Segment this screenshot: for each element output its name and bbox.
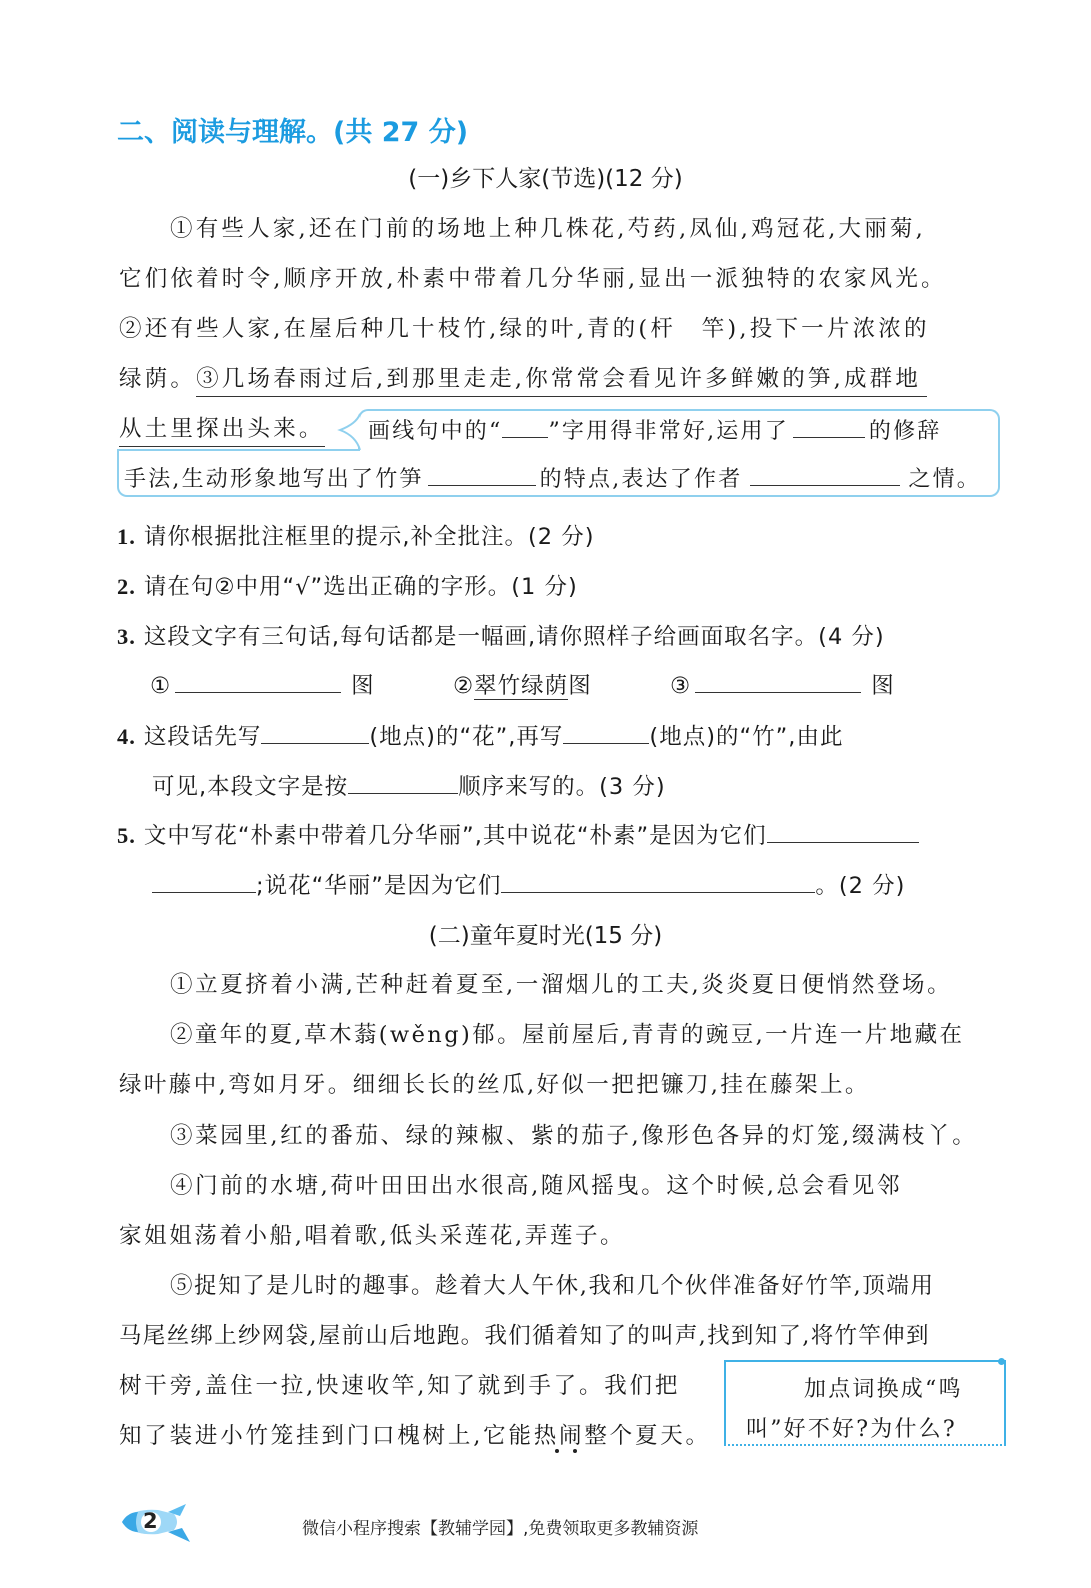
- q4-blank-place-1[interactable]: [261, 721, 369, 744]
- question-2: [117, 569, 578, 601]
- side-note-line-2: 叫”好不好?为什么?: [746, 1417, 957, 1442]
- q5-blank-plain-1[interactable]: [767, 820, 919, 843]
- question-4: [117, 719, 843, 751]
- question-1: [117, 519, 595, 551]
- annotation-text-2c: 之情。: [908, 467, 982, 492]
- q3-item-2-marker: ②: [453, 673, 475, 699]
- q4-blank-place-2[interactable]: [563, 721, 649, 744]
- passage1-line-2: 它们依着时令,顺序开放,朴素中带着几分华丽,显出一派独特的农家风光。: [119, 266, 947, 292]
- question-5-cont: [152, 868, 905, 900]
- annotation-box-divider: [117, 449, 360, 451]
- q4-blank-order[interactable]: [348, 771, 458, 794]
- q3-item-2-answer: 翠竹绿荫: [474, 673, 569, 699]
- q3-item-1-suffix: 图: [351, 673, 375, 699]
- side-note-corner-dot: [998, 1358, 1005, 1365]
- emphasis-dot-2: [573, 1449, 577, 1453]
- question-4-text-2: (地点)的“花”,再写: [369, 724, 564, 750]
- annotation-line-1: [368, 414, 942, 445]
- question-5-number: 5.: [117, 823, 136, 848]
- question-4-text-4: 可见,本段文字是按: [152, 774, 349, 800]
- question-4-text-5: 顺序来写的。(3 分): [458, 774, 666, 800]
- passage1-title: (一)乡下人家(节选)(12 分): [408, 166, 683, 192]
- passage2-line-2: ②童年的夏,草木蓊(wěng)郁。屋前屋后,青青的豌豆,一片连一片地藏在: [170, 1022, 965, 1048]
- passage2-line-3: 绿叶藤中,弯如月牙。细细长长的丝瓜,好似一把把镰刀,挂在藤架上。: [119, 1072, 870, 1098]
- question-2-number: 2.: [117, 574, 136, 599]
- annotation-text-1a: 画线句中的“: [368, 419, 503, 444]
- annotation-pointer-icon: [336, 412, 362, 452]
- passage2-line-5: ④门前的水塘,荷叶田田出水很高,随风摇曳。这个时候,总会看见邻: [170, 1173, 903, 1199]
- q3-item-3-suffix: 图: [871, 673, 895, 699]
- annotation-blank-rhetoric[interactable]: [793, 415, 865, 438]
- passage2-title: (二)童年夏时光(15 分): [428, 923, 663, 949]
- question-4-cont: [152, 769, 666, 801]
- q3-item-1-marker: ①: [150, 673, 172, 699]
- emphasis-dot-1: [555, 1449, 559, 1453]
- question-2-text: 请在句②中用“√”选出正确的字形。(1 分): [143, 574, 578, 600]
- question-3-text: 这段文字有三句话,每句话都是一幅画,请你照样子给画面取名字。(4 分): [143, 624, 885, 650]
- question-3: [117, 619, 885, 651]
- underlined-sentence-part2: 从土里探出头来。: [119, 416, 325, 447]
- passage2-line-8: 马尾丝绑上纱网袋,屋前山后地跑。我们循着知了的叫声,找到知了,将竹竿伸到: [119, 1323, 930, 1349]
- q3-item-3-marker: ③: [670, 673, 692, 699]
- question-4-number: 4.: [117, 724, 136, 749]
- passage2-line-7: ⑤捉知了是儿时的趣事。趁着大人午休,我和几个伙伴准备好竹竿,顶端用: [170, 1273, 935, 1299]
- annotation-text-1c: 的修辞: [868, 419, 942, 444]
- annotation-line-2: [124, 462, 981, 493]
- annotation-blank-word[interactable]: [502, 415, 548, 438]
- annotation-text-1b: ”字用得非常好,运用了: [548, 419, 789, 444]
- passage2-line-6: 家姐姐荡着小船,唱着歌,低头采莲花,弄莲子。: [119, 1223, 626, 1249]
- page-number: 2: [143, 1509, 158, 1533]
- annotation-text-2b: 的特点,表达了作者: [539, 467, 743, 492]
- question-5-text-1: 文中写花“朴素中带着几分华丽”,其中说花“朴素”是因为它们: [143, 823, 767, 849]
- passage1-line-4-start: 绿荫。: [119, 366, 197, 392]
- side-note-box: [724, 1360, 1006, 1446]
- side-note-line-1: 加点词换成“鸣: [804, 1377, 963, 1402]
- q3-item-1-blank[interactable]: [175, 670, 341, 693]
- passage1-line-4: [119, 361, 927, 393]
- q5-blank-gorgeous[interactable]: [501, 870, 815, 893]
- question-4-text-1: 这段话先写: [143, 724, 262, 750]
- q3-item-3-blank[interactable]: [695, 670, 861, 693]
- annotation-blank-feeling[interactable]: [750, 463, 900, 486]
- question-3-items: [150, 668, 895, 700]
- question-1-text: 请你根据批注框里的提示,补全批注。(2 分): [143, 524, 595, 550]
- q5-blank-plain-2[interactable]: [152, 870, 256, 893]
- section-title: 二、阅读与理解。(共 27 分): [117, 117, 469, 148]
- page-number-badge: [118, 1500, 208, 1554]
- question-3-number: 3.: [117, 624, 136, 649]
- question-5: [117, 818, 919, 850]
- annotation-blank-feature[interactable]: [428, 463, 536, 486]
- passage2-line-10: 知了装进小竹笼挂到门口槐树上,它能热闹整个夏天。: [119, 1423, 711, 1449]
- question-5-text-2: ;说花“华丽”是因为它们: [256, 873, 502, 899]
- passage1-line-5: [119, 411, 325, 443]
- underlined-sentence-part1: ③几场春雨过后,到那里走走,你常常会看见许多鲜嫩的笋,成群地: [196, 366, 927, 397]
- passage2-line-1: ①立夏挤着小满,芒种赶着夏至,一溜烟儿的工夫,炎炎夏日便悄然登场。: [170, 972, 953, 998]
- footer-promo-text: 微信小程序搜索【教辅学园】,免费领取更多教辅资源: [302, 1519, 699, 1539]
- question-1-number: 1.: [117, 524, 136, 549]
- passage2-line-9: 树干旁,盖住一拉,快速收竿,知了就到手了。我们把: [119, 1373, 681, 1399]
- annotation-text-2a: 手法,生动形象地写出了竹笋: [124, 467, 424, 492]
- passage1-line-3: ②还有些人家,在屋后种几十枝竹,绿的叶,青的(杆 竿),投下一片浓浓的: [119, 316, 930, 342]
- passage1-line-1: ①有些人家,还在门前的场地上种几株花,芍药,凤仙,鸡冠花,大丽菊,: [170, 216, 927, 242]
- passage2-line-4: ③菜园里,红的番茄、绿的辣椒、紫的茄子,像形色各异的灯笼,缀满枝丫。: [170, 1123, 978, 1149]
- question-5-text-3: 。(2 分): [815, 873, 906, 899]
- rocket-icon: [118, 1500, 208, 1550]
- q3-item-2-suffix: 图: [568, 673, 592, 699]
- question-4-text-3: (地点)的“竹”,由此: [649, 724, 844, 750]
